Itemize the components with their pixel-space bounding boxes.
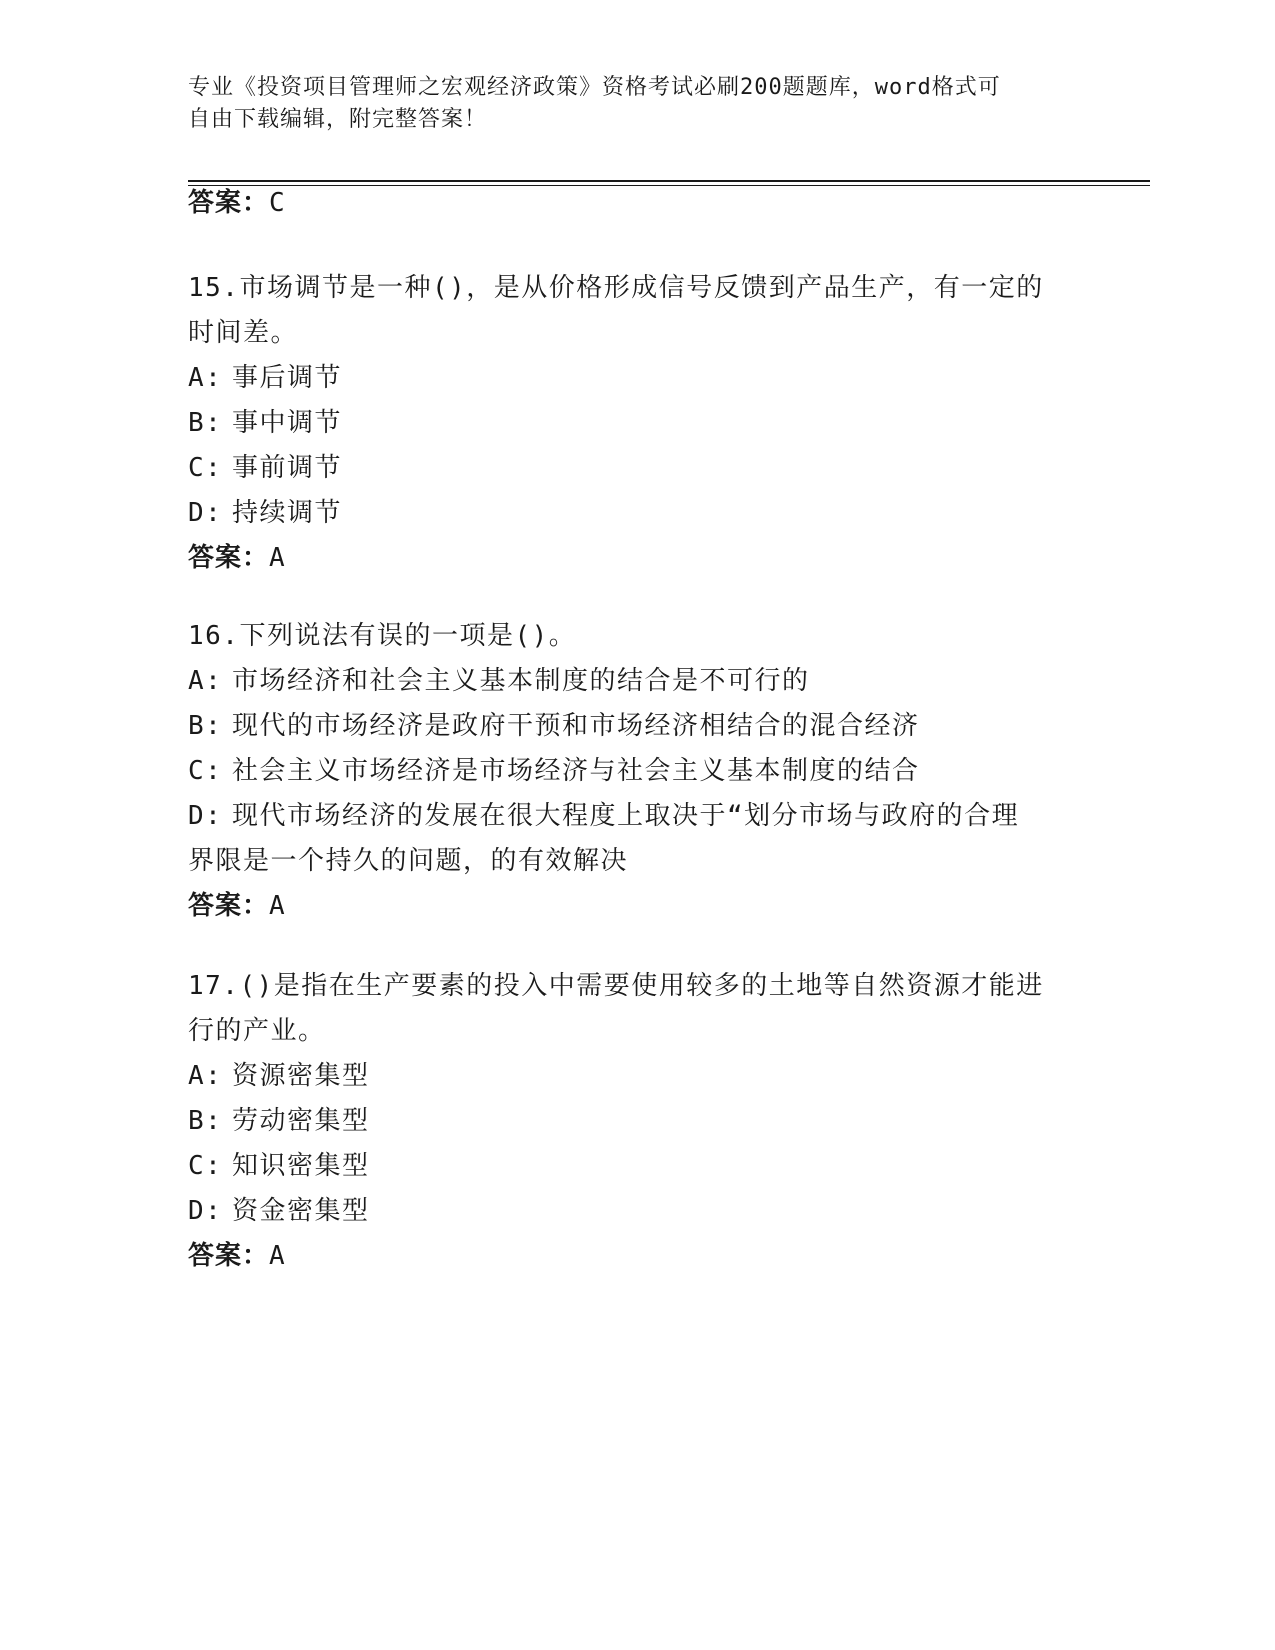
- option-letter: A:: [188, 363, 223, 393]
- option-letter: D:: [188, 1196, 223, 1226]
- question-stem-cont: 时间差。: [188, 318, 299, 348]
- option-text: 事前调节: [232, 453, 343, 483]
- option-letter: B:: [188, 408, 223, 438]
- option-text: 现代市场经济的发展在很大程度上取决于“划分市场与政府的合理: [232, 801, 1020, 831]
- option-text: 市场经济和社会主义基本制度的结合是不可行的: [232, 666, 810, 696]
- option-text: 劳动密集型: [232, 1106, 370, 1136]
- header-line-1: 专业《投资项目管理师之宏观经济政策》资格考试必刷200题题库，word格式可: [188, 75, 1001, 100]
- option-c: [188, 446, 1068, 491]
- header-rule-thick: [188, 180, 1150, 182]
- option-b: [188, 1099, 1068, 1144]
- option-letter: B:: [188, 1106, 223, 1136]
- question-stem: 17.()是指在生产要素的投入中需要使用较多的土地等自然资源才能进: [188, 971, 1044, 1001]
- answer-label: 答案：: [188, 188, 270, 218]
- answer-value: A: [269, 543, 286, 573]
- answer-label: 答案：: [188, 891, 270, 921]
- option-letter: B:: [188, 711, 223, 741]
- option-c: [188, 749, 1068, 794]
- question-answer: [188, 1234, 1068, 1279]
- question-stem: 15.市场调节是一种()，是从价格形成信号反馈到产品生产，有一定的: [188, 273, 1044, 303]
- option-letter: C:: [188, 756, 223, 786]
- answer-14: [188, 186, 286, 220]
- question-stem: 16.下列说法有误的一项是()。: [188, 621, 577, 651]
- answer-label: 答案：: [188, 1241, 270, 1271]
- option-text: 资源密集型: [232, 1061, 370, 1091]
- option-letter: C:: [188, 453, 223, 483]
- header-rule-thin: [188, 185, 1150, 186]
- option-letter: A:: [188, 666, 223, 696]
- answer-value: A: [269, 1241, 286, 1271]
- option-c: [188, 1144, 1068, 1189]
- question-answer: [188, 884, 1068, 929]
- question-17: [188, 964, 1068, 1279]
- question-15: [188, 266, 1068, 581]
- answer-label: 答案：: [188, 543, 270, 573]
- option-a: [188, 659, 1068, 704]
- option-text: 资金密集型: [232, 1196, 370, 1226]
- option-a: [188, 356, 1068, 401]
- option-letter: D:: [188, 498, 223, 528]
- option-b: [188, 704, 1068, 749]
- option-d: [188, 491, 1068, 536]
- option-text: 事后调节: [232, 363, 343, 393]
- option-letter: A:: [188, 1061, 223, 1091]
- option-a: [188, 1054, 1068, 1099]
- question-16: [188, 614, 1068, 929]
- option-d: [188, 794, 1068, 839]
- option-text: 社会主义市场经济是市场经济与社会主义基本制度的结合: [232, 756, 920, 786]
- option-d: [188, 1189, 1068, 1234]
- option-text: 现代的市场经济是政府干预和市场经济相结合的混合经济: [232, 711, 920, 741]
- header-line-2: 自由下载编辑，附完整答案！: [188, 107, 488, 132]
- document-header: [188, 72, 1068, 136]
- option-letter: D:: [188, 801, 223, 831]
- answer-value: C: [269, 188, 286, 218]
- option-letter: C:: [188, 1151, 223, 1181]
- option-text: 事中调节: [232, 408, 343, 438]
- option-b: [188, 401, 1068, 446]
- option-text: 知识密集型: [232, 1151, 370, 1181]
- question-stem-cont: 行的产业。: [188, 1016, 326, 1046]
- question-answer: [188, 536, 1068, 581]
- option-d-cont: 界限是一个持久的问题，的有效解决: [188, 846, 629, 876]
- option-text: 持续调节: [232, 498, 343, 528]
- answer-value: A: [269, 891, 286, 921]
